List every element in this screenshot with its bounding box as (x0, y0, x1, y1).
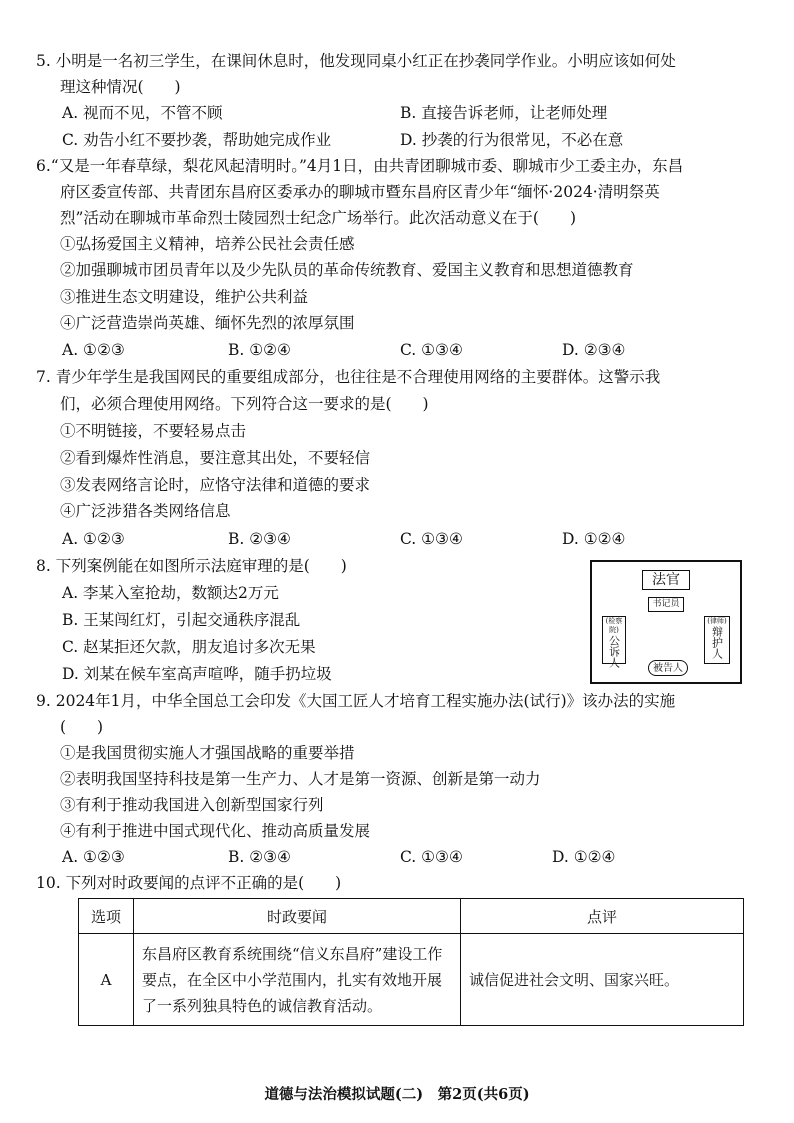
q6-option-d: D. ②③④ (562, 341, 626, 359)
q7-option-d: D. ①②④ (562, 530, 626, 548)
clerk-seat: 书记员 (648, 597, 684, 612)
q10-stem: 10. 下列对时政要闻的点评不正确的是( ) (36, 874, 342, 892)
q9-option-c: C. ①③④ (400, 848, 463, 866)
q8-option-a: A. 李某入室抢劫，数额达2万元 (62, 584, 279, 602)
q6-stem-line3: 烈”活动在聊城市革命烈士陵园烈士纪念广场举行。此次活动意义在于( ) (60, 209, 577, 227)
header-comment: 点评 (461, 899, 744, 934)
row-comment: 诚信促进社会文明、国家兴旺。 (461, 934, 744, 1026)
table-row (79, 934, 744, 1026)
q9-option-b: B. ②③④ (228, 848, 291, 866)
news-table (78, 898, 744, 1026)
q9-item-3: ③有利于推动我国进入创新型国家行列 (60, 796, 324, 814)
q6-option-b: B. ①②④ (228, 341, 291, 359)
header-news: 时政要闻 (134, 899, 461, 934)
q7-item-3: ③发表网络言论时，应恪守法律和道德的要求 (60, 476, 371, 494)
q6-stem-line2: 府区委宣传部、共青团东昌府区委承办的聊城市暨东昌府区青少年“缅怀·2024·清明祭英 (60, 183, 660, 201)
page-footer: 道德与法治模拟试题(二) 第2页(共6页) (264, 1086, 530, 1103)
q7-option-a: A. ①②③ (62, 530, 125, 548)
q7-item-2: ②看到爆炸性消息，要注意其出处，不要轻信 (60, 449, 371, 467)
q5-stem-line2: 理这种情况( ) (60, 78, 181, 96)
q7-option-b: B. ②③④ (228, 530, 291, 548)
q9-option-d: D. ①②④ (552, 848, 616, 866)
defendant-seat: 被告人 (648, 660, 688, 676)
q5-option-d: D. 抄袭的行为很常见，不必在意 (400, 131, 624, 149)
table-header-row (79, 899, 744, 934)
q5-option-a: A. 视而不见，不管不顾 (62, 104, 223, 122)
q6-option-a: A. ①②③ (62, 341, 125, 359)
q7-stem-line1: 7. 青少年学生是我国网民的重要组成部分，也往往是不合理使用网络的主要群体。这警示我 (36, 368, 661, 386)
defender-label: 辩护人 (710, 626, 724, 659)
q8-option-b: B. 王某闯红灯，引起交通秩序混乱 (62, 611, 301, 629)
prosecutor-note: (检察院) (605, 617, 623, 634)
courtroom-diagram (590, 560, 742, 684)
row-option: A (79, 934, 134, 1026)
q9-option-a: A. ①②③ (62, 848, 125, 866)
q6-option-c: C. ①③④ (400, 341, 463, 359)
q9-item-1: ①是我国贯彻实施人才强国战略的重要举措 (60, 744, 355, 762)
header-option: 选项 (79, 899, 134, 934)
q6-item-1: ①弘扬爱国主义精神，培养公民社会责任感 (60, 235, 355, 253)
q9-item-2: ②表明我国坚持科技是第一生产力、人才是第一资源、创新是第一动力 (60, 770, 541, 788)
defender-note: (律师) (707, 617, 727, 625)
q8-option-d: D. 刘某在候车室高声喧哗，随手扔垃圾 (62, 665, 332, 683)
q7-option-c: C. ①③④ (400, 530, 463, 548)
q6-item-3: ③推进生态文明建设，维护公共利益 (60, 288, 309, 306)
q9-stem-line2: ( ) (60, 718, 104, 736)
q6-item-4: ④广泛营造崇尚英雄、缅怀先烈的浓厚氛围 (60, 314, 355, 332)
q7-item-4: ④广泛涉猎各类网络信息 (60, 502, 231, 520)
prosecutor-label: 公诉人 (607, 635, 621, 668)
row-news: 东昌府区教育系统围绕“信义东昌府”建设工作要点，在全区中小学范围内，扎实有效地开展了一系列独具特色的诚信教育活动。 (134, 934, 461, 1026)
q5-option-b: B. 直接告诉老师，让老师处理 (400, 104, 608, 122)
defender-seat (704, 616, 730, 664)
q6-stem-line1: 6.“又是一年春草绿，梨花风起清明时。”4月1日，由共青团聊城市委、聊城市少工委主办，东昌 (36, 157, 684, 175)
prosecutor-seat (602, 616, 626, 668)
q8-option-c: C. 赵某拒还欠款，朋友追讨多次无果 (62, 638, 316, 656)
judge-seat: 法官 (642, 570, 690, 590)
q7-stem-line2: 们，必须合理使用网络。下列符合这一要求的是( ) (60, 395, 429, 413)
q5-stem-line1: 5. 小明是一名初三学生，在课间休息时，他发现同桌小红正在抄袭同学作业。小明应该如何处 (36, 52, 676, 70)
q8-stem: 8. 下列案例能在如图所示法庭审理的是( ) (36, 557, 347, 575)
q9-item-4: ④有利于推进中国式现代化、推动高质量发展 (60, 822, 371, 840)
q7-item-1: ①不明链接，不要轻易点击 (60, 422, 247, 440)
q6-item-2: ②加强聊城市团员青年以及少先队员的革命传统教育、爱国主义教育和思想道德教育 (60, 261, 634, 279)
q5-option-c: C. 劝告小红不要抄袭，帮助她完成作业 (62, 131, 332, 149)
q9-stem-line1: 9. 2024年1月，中华全国总工会印发《大国工匠人才培育工程实施办法(试行)》该办法的实施 (36, 692, 676, 710)
